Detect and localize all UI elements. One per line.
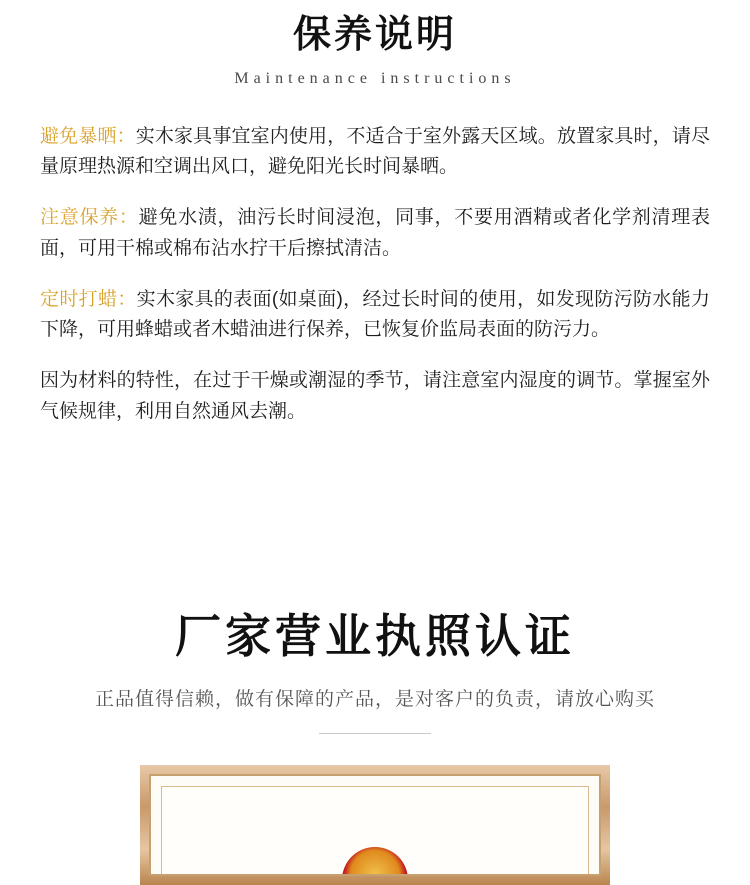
maintenance-paragraph [40, 285, 710, 347]
certification-title: 厂家营业执照认证 [175, 610, 575, 662]
page-title: 保养说明 [292, 14, 457, 56]
paragraph-lead: 避免暴晒： [40, 125, 136, 147]
paragraph-text: 因为材料的特性，在过于干燥或潮湿的季节，请注意室内湿度的调节。掌握室外气候规律，利用自然通风去潮。 [40, 370, 710, 422]
page-subtitle: Maintenance instructions [234, 69, 516, 87]
paragraph-text: 避免水渍，油污长时间浸泡，同事，不要用酒精或者化学剂清理表面，可用干棉或棉布沾水拧干后擦拭清洁。 [40, 207, 710, 259]
maintenance-body [40, 122, 710, 428]
paragraph-lead: 定时打蜡： [40, 288, 137, 310]
paragraph-text: 实木家具事宜室内使用，不适合于室外露天区域。放置家具时，请尽量原理热源和空调出风口，避免阳光长时间暴晒。 [40, 125, 710, 178]
certification-section [0, 600, 750, 734]
business-license-frame [140, 765, 610, 885]
national-emblem-icon [342, 847, 408, 876]
maintenance-paragraph [40, 122, 710, 184]
paragraph-lead: 注意保养： [40, 207, 139, 229]
license-frame-border [161, 786, 589, 876]
license-frame-inner [149, 774, 601, 876]
certification-subtitle: 正品值得信赖，做有保障的产品，是对客户的负责，请放心购买 [94, 689, 655, 710]
maintenance-section [0, 0, 750, 428]
paragraph-text: 实木家具的表面(如桌面)，经过长时间的使用，如发现防污防水能力下降，可用蜂蜡或者木蜡油进行保养，已恢复价监局表面的防污力。 [40, 288, 710, 341]
maintenance-paragraph [40, 366, 710, 428]
maintenance-paragraph [40, 203, 710, 265]
divider [319, 733, 431, 734]
